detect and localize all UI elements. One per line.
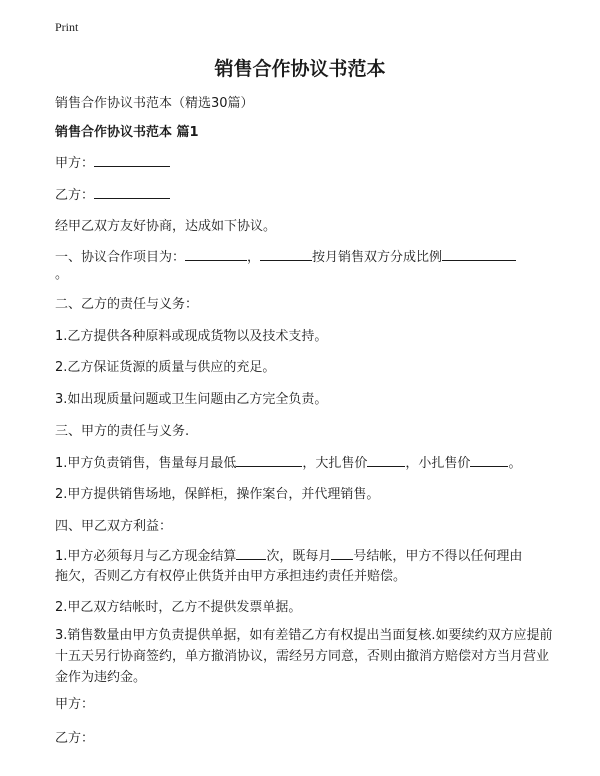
- clause1-blank-2: [260, 247, 312, 261]
- party-b-line: [55, 184, 555, 208]
- clause1-blank-1: [185, 247, 247, 261]
- clause2-heading: 二、乙方的责任与义务：: [55, 297, 199, 312]
- clause4-text-c: 号结帐，甲方不得以任何理由: [353, 549, 523, 564]
- clause1-text-a: 一、协议合作项目为：: [55, 250, 186, 265]
- clause4-blank-2: [331, 546, 353, 560]
- signature-party-b: 乙方：: [55, 731, 95, 746]
- document-title: 销售合作协议书范本: [214, 58, 386, 80]
- print-link[interactable]: Print: [55, 20, 79, 34]
- clause2-item-2: 2.乙方保证货源的质量与供应的充足。: [55, 360, 276, 375]
- clause3-text-c: ，小扎售价: [405, 456, 471, 471]
- party-a-line: [55, 152, 555, 176]
- clause2-item-3: 3.如出现质量问题或卫生问题由乙方完全负责。: [55, 392, 328, 407]
- signature-party-a: 甲方：: [55, 697, 95, 712]
- clause3-heading: 三、甲方的责任与义务.: [55, 424, 190, 439]
- party-a-blank: [94, 153, 170, 167]
- clause4-heading: 四、甲乙双方利益：: [55, 519, 173, 534]
- clause4-text-b: 次，既每月: [266, 549, 332, 564]
- clause4-text-a: 1.甲方必须每月与乙方现金结算: [55, 549, 237, 564]
- clause3-blank-3: [470, 453, 508, 467]
- clause3-blank-2: [367, 453, 405, 467]
- clause4-blank-1: [236, 546, 266, 560]
- intro-text: 经甲乙双方友好协商，达成如下协议。: [55, 219, 277, 234]
- section-heading: 销售合作协议书范本 篇1: [55, 125, 199, 140]
- clause1-text-b: ，: [247, 250, 261, 265]
- party-b-label: 乙方：: [55, 188, 95, 203]
- clause4-item-3: 3.销售数量由甲方负责提供单据，如有差错乙方有权提出当面复核.如要续约双方应提前十五天另行协商签约，单方撤消协议，需经另方同意，否则由撤消方赔偿对方当月营业金作为违约金。: [55, 628, 553, 685]
- clause3-text-a: 1.甲方负责销售，售量每月最低: [55, 456, 237, 471]
- clause3-text-d: 。: [508, 456, 522, 471]
- clause2-item-1: 1.乙方提供各种原料或现成货物以及技术支持。: [55, 329, 328, 344]
- clause1-blank-3: [442, 247, 516, 261]
- party-a-label: 甲方：: [55, 156, 95, 171]
- clause3-item-2: 2.甲方提供销售场地，保鲜柜，操作案台，并代理销售。: [55, 487, 380, 502]
- clause1-text-c: 按月销售双方分成比例: [312, 250, 443, 265]
- clause4-item-1-cont: 拖欠，否则乙方有权停止供货并由甲方承担违约责任并赔偿。: [55, 569, 407, 584]
- clause3-item-1: [55, 452, 555, 476]
- party-b-blank: [94, 185, 170, 199]
- clause3-text-b: ，大扎售价: [302, 456, 368, 471]
- clause3-blank-1: [236, 453, 302, 467]
- clause1-end: 。: [55, 267, 69, 282]
- clause4-item-2: 2.甲乙双方结帐时，乙方不提供发票单据。: [55, 600, 302, 615]
- document-subtitle: 销售合作协议书范本（精选30篇）: [55, 96, 254, 111]
